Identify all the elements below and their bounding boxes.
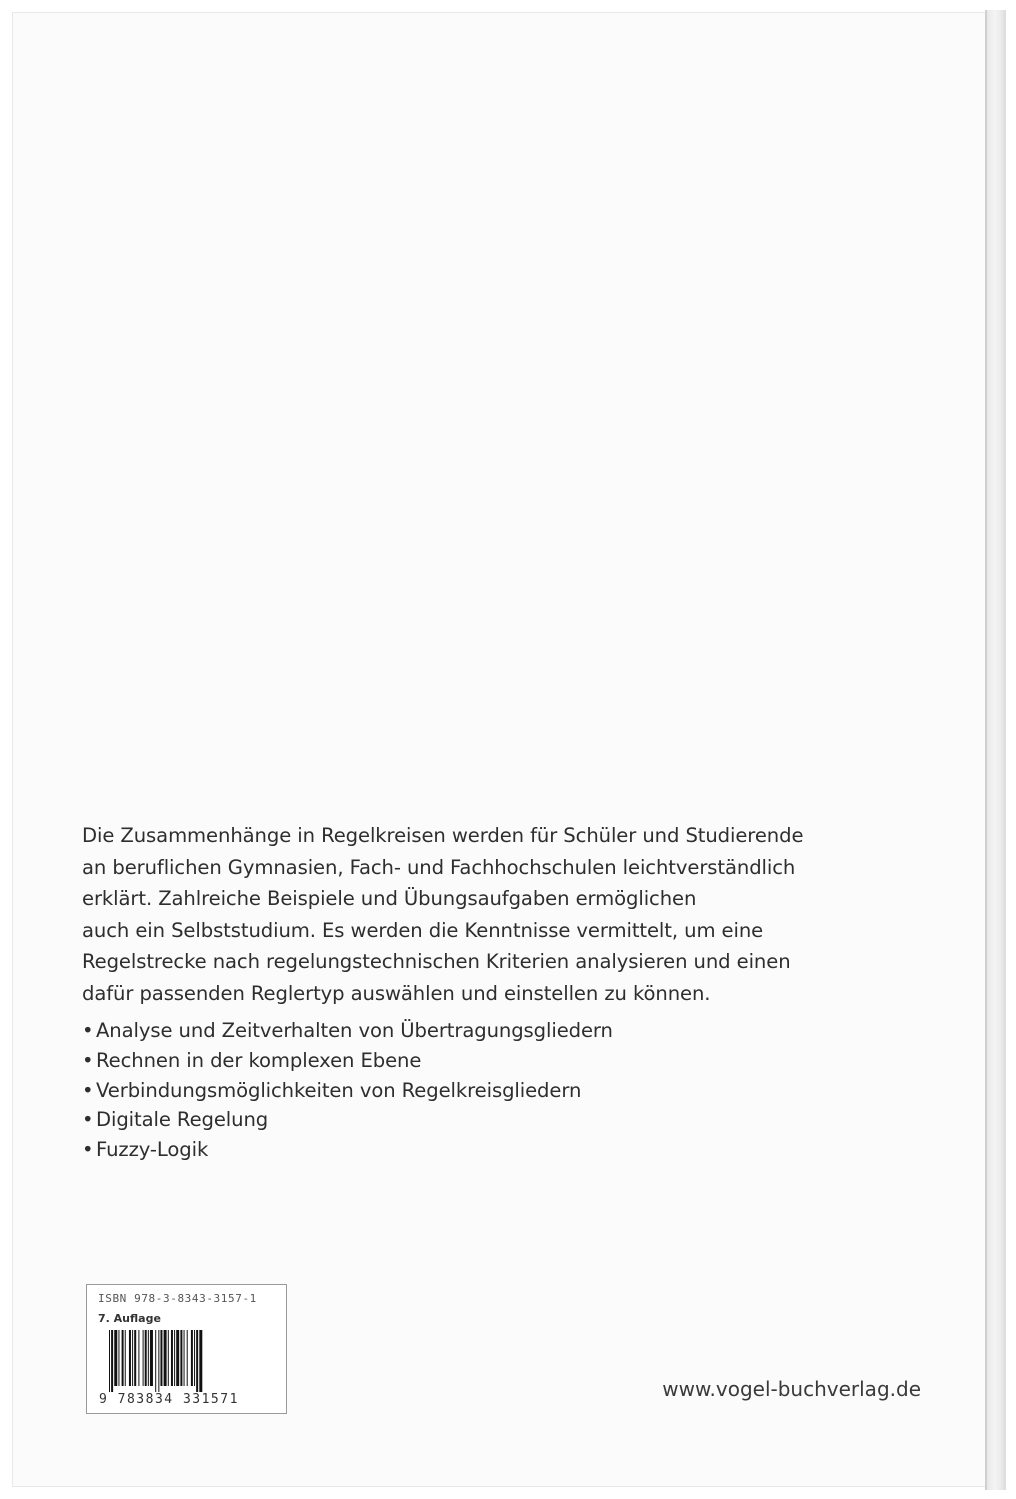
blurb-line: Regelstrecke nach regelungstechnischen Kriterien analysieren und einen: [82, 950, 791, 973]
blurb-text: [82, 820, 902, 1009]
blurb-line: an beruflichen Gymnasien, Fach- und Fachhochschulen leichtverständlich: [82, 855, 796, 879]
feature-label: Fuzzy-Logik: [96, 1138, 209, 1162]
blurb-line: auch ein Selbststudium. Es werden die Kenntnisse vermittelt, um eine: [82, 918, 764, 942]
feature-list: [82, 1016, 613, 1165]
page-edge: [987, 10, 1006, 1490]
isbn-barcode-box: [86, 1284, 287, 1414]
barcode-icon: [109, 1330, 275, 1392]
feature-label: Digitale Regelung: [96, 1108, 269, 1132]
blurb-line: Die Zusammenhänge in Regelkreisen werden für Schüler und Studierende: [82, 824, 804, 847]
bullet-icon: •: [82, 1048, 94, 1072]
bullet-icon: •: [82, 1138, 94, 1162]
feature-label: Verbindungsmöglichkeiten von Regelkreisgliedern: [96, 1078, 582, 1102]
edition-label: 7. Auflage: [98, 1312, 161, 1325]
bullet-icon: •: [82, 1019, 94, 1042]
feature-label: Rechnen in der komplexen Ebene: [96, 1048, 422, 1072]
bullet-icon: •: [82, 1078, 94, 1102]
feature-item: [82, 1135, 613, 1165]
publisher-website: www.vogel-buchverlag.de: [662, 1377, 921, 1401]
feature-label: Analyse und Zeitverhalten von Übertragungsgliedern: [96, 1019, 613, 1042]
blurb-line: dafür passenden Reglertyp auswählen und einstellen zu können.: [82, 981, 711, 1005]
feature-item: [82, 1046, 613, 1076]
blurb-line: erklärt. Zahlreiche Beispiele und Übungsaufgaben ermöglichen: [82, 887, 697, 910]
feature-item: [82, 1016, 613, 1046]
feature-item: [82, 1076, 613, 1106]
cover-face: [12, 12, 987, 1487]
isbn-number: ISBN 978-3-8343-3157-1: [98, 1292, 257, 1305]
bullet-icon: •: [82, 1108, 94, 1132]
barcode-digits: 9 783834 331571: [99, 1392, 239, 1407]
feature-item: [82, 1105, 613, 1135]
